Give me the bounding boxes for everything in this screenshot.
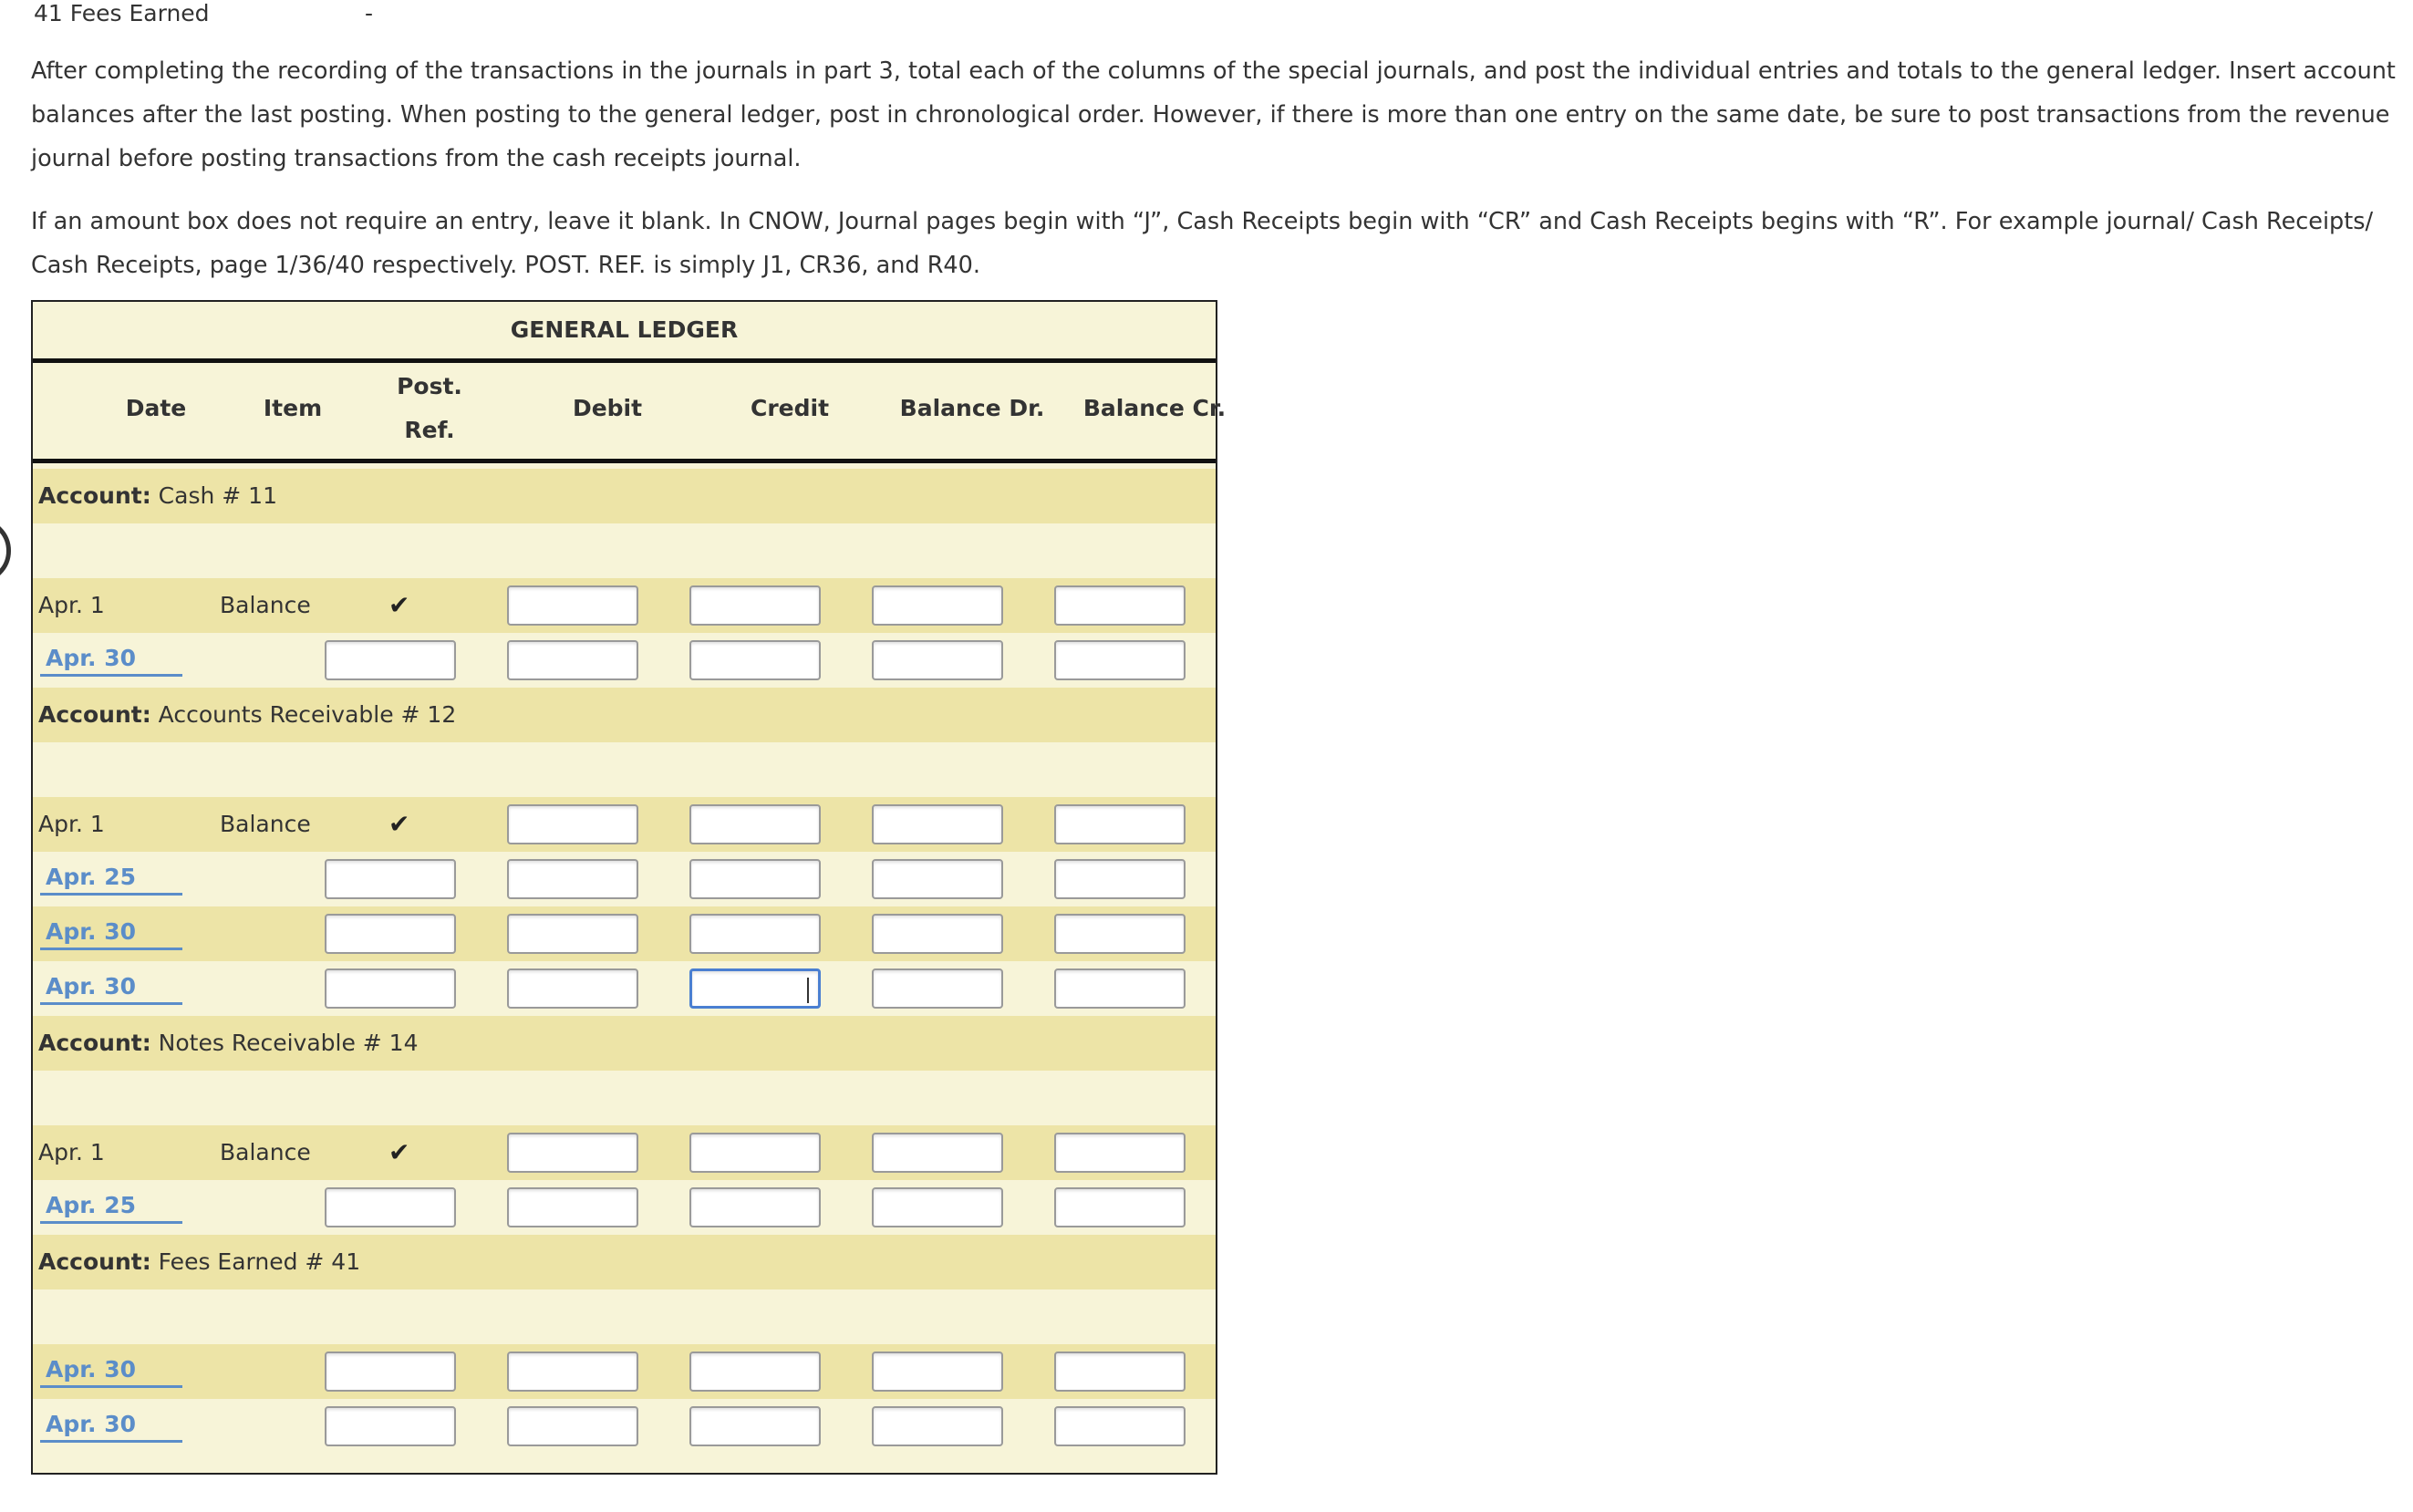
balance-dr-input[interactable] [872, 914, 1003, 954]
post-ref-input[interactable] [325, 1406, 456, 1446]
entry-date-link[interactable]: Apr. 30 [40, 970, 182, 1005]
debit-input[interactable] [507, 1133, 638, 1173]
credit-input[interactable] [689, 640, 821, 680]
header-balance-dr: Balance Dr. [899, 395, 1045, 421]
header-bottom-rule [33, 459, 1216, 463]
header-credit: Credit [750, 395, 830, 421]
header-date: Date [125, 395, 187, 421]
balance-dr-input[interactable] [872, 804, 1003, 844]
entry-item: Balance [220, 592, 311, 618]
account-name: Accounts Receivable # 12 [158, 701, 457, 728]
general-ledger-table [31, 300, 1227, 1475]
balance-dr-input[interactable] [872, 1351, 1003, 1392]
instructions-paragraph-1: After completing the recording of the transactions in the journals in part 3, total each of the columns of the special journals, and post the individual entries and totals to the general ledger. Insert account balances after the last posting. When posting to the general ledger, post in chronological order. However, if there is more than one entry on the same date, be sure to post transactions from the revenue journal before posting transactions from the cash receipts journal. [31, 57, 2396, 172]
checkmark-icon: ✔ [388, 809, 410, 839]
text-caret [807, 978, 809, 1003]
ledger-entry-row [33, 1344, 1216, 1399]
credit-input[interactable] [689, 1133, 821, 1173]
account-prefix: Account: [38, 701, 151, 728]
account-header-row [33, 469, 1216, 523]
post-ref-input[interactable] [325, 968, 456, 1009]
balance-dr-input[interactable] [872, 1133, 1003, 1173]
account-prefix: Account: [38, 1030, 151, 1056]
ledger-entry-row [33, 1399, 1216, 1454]
debit-input[interactable] [507, 1351, 638, 1392]
checkmark-icon: ✔ [388, 1137, 410, 1167]
ledger-entry-row [33, 1180, 1216, 1235]
balance-cr-input[interactable] [1054, 1133, 1186, 1173]
header-balance-cr: Balance Cr. [1082, 395, 1227, 421]
balance-dr-input[interactable] [872, 1187, 1003, 1227]
debit-input[interactable] [507, 859, 638, 899]
balance-cr-input[interactable] [1054, 640, 1186, 680]
post-ref-input[interactable] [325, 859, 456, 899]
account-heading-dash: - [365, 0, 374, 26]
entry-date-link[interactable]: Apr. 30 [40, 916, 182, 950]
credit-input[interactable] [689, 804, 821, 844]
post-ref-input[interactable] [325, 914, 456, 954]
instructions-paragraph-2: If an amount box does not require an entry, leave it blank. In CNOW, Journal pages begin with “J”, Cash Receipts begin with “CR” and Cash Receipts begins with “R”. For example journal/ Cash Receipts/ Cash Receipts, page 1/36/40 respectively. POST. REF. is simply J1, CR36, and R40. [31, 208, 2374, 279]
account-label [38, 1235, 360, 1289]
ledger-entry-row [33, 961, 1216, 1016]
post-ref-input[interactable] [325, 1187, 456, 1227]
post-ref-input[interactable] [325, 640, 456, 680]
account-label [38, 469, 277, 523]
balance-cr-input[interactable] [1054, 859, 1186, 899]
balance-dr-input[interactable] [872, 1406, 1003, 1446]
credit-input[interactable] [689, 968, 821, 1009]
debit-input[interactable] [507, 968, 638, 1009]
balance-cr-input[interactable] [1054, 804, 1186, 844]
entry-date-link[interactable]: Apr. 30 [40, 1408, 182, 1443]
balance-dr-input[interactable] [872, 585, 1003, 626]
entry-date-link[interactable]: Apr. 25 [40, 861, 182, 896]
header-post-ref-line2: Ref. [404, 417, 455, 443]
account-prefix: Account: [38, 482, 151, 509]
credit-input[interactable] [689, 914, 821, 954]
header-debit: Debit [572, 395, 643, 421]
debit-input[interactable] [507, 1187, 638, 1227]
account-label [38, 1016, 419, 1071]
entry-date: Apr. 1 [38, 1139, 105, 1165]
debit-input[interactable] [507, 914, 638, 954]
account-name: Notes Receivable # 14 [158, 1030, 419, 1056]
balance-dr-input[interactable] [872, 859, 1003, 899]
header-top-rule [33, 358, 1216, 363]
entry-date: Apr. 1 [38, 592, 105, 618]
ledger-entry-row [33, 1125, 1216, 1180]
header-post-ref-line1: Post. [397, 373, 462, 399]
account-prefix: Account: [38, 1248, 151, 1275]
debit-input[interactable] [507, 804, 638, 844]
ledger-entry-row [33, 797, 1216, 852]
ledger-entry-row [33, 852, 1216, 906]
credit-input[interactable] [689, 1406, 821, 1446]
debit-input[interactable] [507, 1406, 638, 1446]
account-label [38, 688, 456, 742]
ledger-entry-row [33, 633, 1216, 688]
entry-date-link[interactable]: Apr. 25 [40, 1189, 182, 1224]
ledger-entry-row [33, 906, 1216, 961]
credit-input[interactable] [689, 1351, 821, 1392]
balance-cr-input[interactable] [1054, 1187, 1186, 1227]
account-spacer-row [33, 1071, 1216, 1125]
account-name: Cash # 11 [158, 482, 277, 509]
entry-item: Balance [220, 1139, 311, 1165]
checkmark-icon: ✔ [388, 590, 410, 620]
balance-cr-input[interactable] [1054, 968, 1186, 1009]
balance-dr-input[interactable] [872, 640, 1003, 680]
balance-cr-input[interactable] [1054, 1351, 1186, 1392]
account-heading-line: 41 Fees Earned [34, 0, 210, 26]
account-header-row [33, 1016, 1216, 1071]
entry-date-link[interactable]: Apr. 30 [40, 642, 182, 677]
balance-cr-input[interactable] [1054, 914, 1186, 954]
credit-input[interactable] [689, 585, 821, 626]
entry-item: Balance [220, 811, 311, 837]
debit-input[interactable] [507, 640, 638, 680]
credit-input[interactable] [689, 1187, 821, 1227]
account-header-row [33, 1235, 1216, 1289]
entry-date: Apr. 1 [38, 811, 105, 837]
account-spacer-row [33, 523, 1216, 578]
post-ref-input[interactable] [325, 1351, 456, 1392]
balance-cr-input[interactable] [1054, 1406, 1186, 1446]
account-header-row [33, 688, 1216, 742]
account-spacer-row [33, 1289, 1216, 1344]
credit-input[interactable] [689, 859, 821, 899]
balance-cr-input[interactable] [1054, 585, 1186, 626]
entry-date-link[interactable]: Apr. 30 [40, 1353, 182, 1388]
balance-dr-input[interactable] [872, 968, 1003, 1009]
debit-input[interactable] [507, 585, 638, 626]
ledger-entry-row [33, 578, 1216, 633]
account-spacer-row [33, 742, 1216, 797]
ledger-title: GENERAL LEDGER [33, 302, 1216, 358]
header-item: Item [263, 395, 323, 421]
partial-circle-icon [0, 518, 11, 584]
account-name: Fees Earned # 41 [158, 1248, 361, 1275]
